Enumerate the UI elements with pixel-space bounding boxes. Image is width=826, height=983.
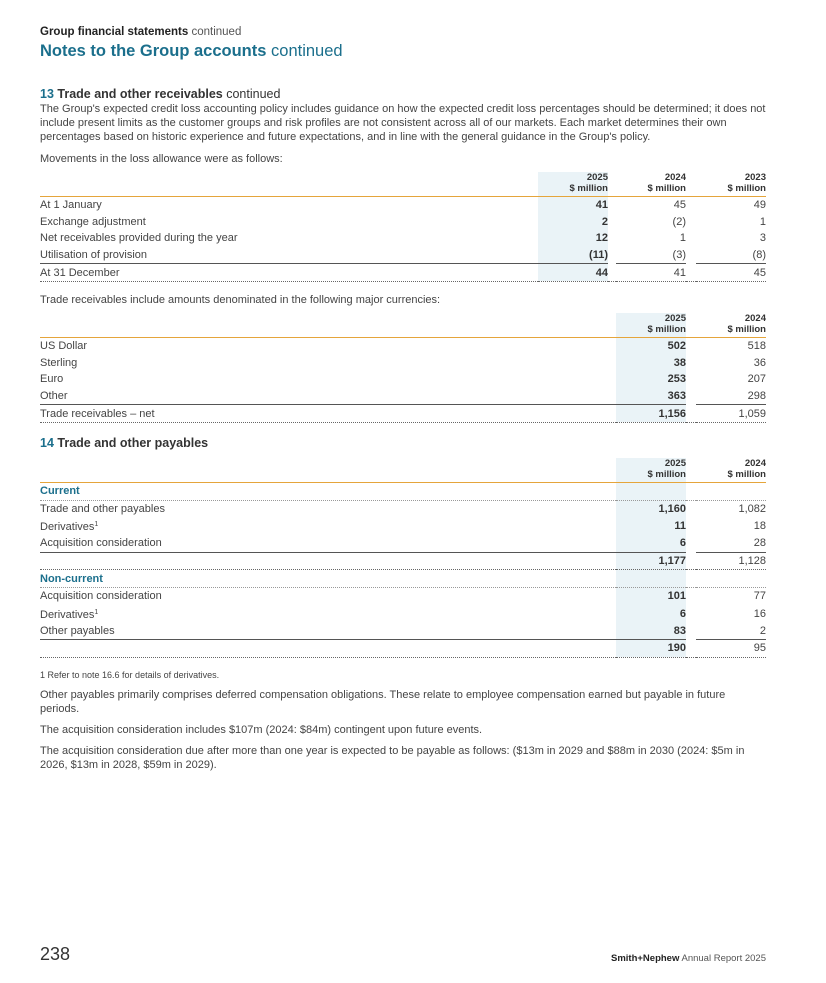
table-row: Acquisition consideration 6 28 bbox=[40, 535, 766, 552]
page-content bbox=[40, 26, 766, 772]
table-total-row: At 31 December 44 41 45 bbox=[40, 264, 766, 282]
section-13-heading bbox=[40, 87, 766, 101]
section-13-number: 13 bbox=[40, 87, 54, 101]
movements-intro: Movements in the loss allowance were as follows: bbox=[40, 153, 283, 165]
table-row: Other 363 298 bbox=[40, 388, 766, 405]
table-row: US Dollar 502 518 bbox=[40, 337, 766, 354]
currency-col-2025: 2025 $ million bbox=[616, 313, 686, 338]
brand-name: Smith+Nephew bbox=[610, 953, 680, 964]
section-13-intro: The Group's expected credit loss accounting policy includes guidance on how the expected credit loss percentages should be determined; it does not include present limits as the customer groups and risk profiles are not consistent across all of our markets. Each market determines their own percentages based on historic experience and future expectations, and in line with the general guidance in the Group's policy. bbox=[40, 103, 766, 143]
currency-table bbox=[40, 313, 766, 423]
footer-brand bbox=[611, 953, 766, 964]
table-total-row: Trade receivables – net 1,156 1,059 bbox=[40, 405, 766, 423]
table-row: Derivatives$^1$ 6 16 bbox=[40, 605, 766, 623]
report-name: Annual Report 2025 bbox=[681, 953, 766, 964]
loss-col-2023: 2023 $ million bbox=[727, 172, 766, 194]
table-row: Utilisation of provision (11) (3) (8) bbox=[40, 247, 766, 264]
payables-col-2024: 2024 $ million bbox=[727, 457, 766, 480]
table-total-row: 1,177 1,128 bbox=[40, 552, 766, 570]
table-row: Acquisition consideration 101 77 bbox=[40, 587, 766, 604]
loss-col-2024: 2024 $ million bbox=[647, 172, 686, 194]
table-row: Sterling 38 36 bbox=[40, 355, 766, 372]
group-heading-noncurrent: Non-current bbox=[40, 570, 766, 588]
group-heading-current: Current bbox=[40, 482, 766, 500]
kicker-bold: Group financial statements bbox=[40, 26, 189, 38]
currency-col-2024: 2024 $ million bbox=[727, 312, 766, 335]
section-14-title: Trade and other payables bbox=[57, 435, 209, 450]
table-row: Other payables 83 2 bbox=[40, 623, 766, 640]
page-title bbox=[40, 42, 766, 61]
kicker-continued: continued bbox=[191, 26, 242, 38]
consideration-schedule-note: The acquisition consideration due after more than one year is expected to be payable as follows: ($13m in 2029 and $88m in 2030 (2024: $5m in 2026, $13m in 2028, $59m in 2029). bbox=[40, 744, 745, 771]
section-13-continued: continued bbox=[226, 87, 281, 101]
loss-col-2025: 2025 $ million bbox=[538, 172, 608, 197]
loss-allowance-table bbox=[40, 172, 766, 282]
section-14-number: 14 bbox=[40, 435, 54, 450]
table-total-row: 190 95 bbox=[40, 640, 766, 658]
footnote: 1 Refer to note 16.6 for details of derivatives. bbox=[40, 669, 220, 680]
payables-col-2025: 2025 $ million bbox=[616, 458, 686, 483]
contingent-consideration-note: The acquisition consideration includes $107m (2024: $84m) contingent upon future events. bbox=[40, 723, 483, 736]
other-payables-note: Other payables primarily comprises deferred compensation obligations. These relate to employee compensation earned but payable in future periods. bbox=[40, 688, 726, 715]
table-row: Net receivables provided during the year 12 1 3 bbox=[40, 230, 766, 247]
table-row: Exchange adjustment 2 (2) 1 bbox=[40, 214, 766, 231]
title-bold: Notes to the Group accounts bbox=[40, 42, 267, 60]
section-14-heading bbox=[40, 436, 766, 450]
section-kicker bbox=[40, 26, 766, 38]
section-13-title: Trade and other receivables bbox=[57, 87, 223, 101]
title-continued: continued bbox=[271, 42, 343, 60]
page-number: 238 bbox=[40, 944, 71, 964]
table-row: Trade and other payables 1,160 1,082 bbox=[40, 500, 766, 517]
table-row: Euro 253 207 bbox=[40, 371, 766, 388]
table-row: At 1 January 41 45 49 bbox=[40, 197, 766, 214]
currency-intro: Trade receivables include amounts denominated in the following major currencies: bbox=[40, 293, 441, 306]
table-row: Derivatives$^1$ 11 18 bbox=[40, 517, 766, 535]
payables-table bbox=[40, 458, 766, 658]
